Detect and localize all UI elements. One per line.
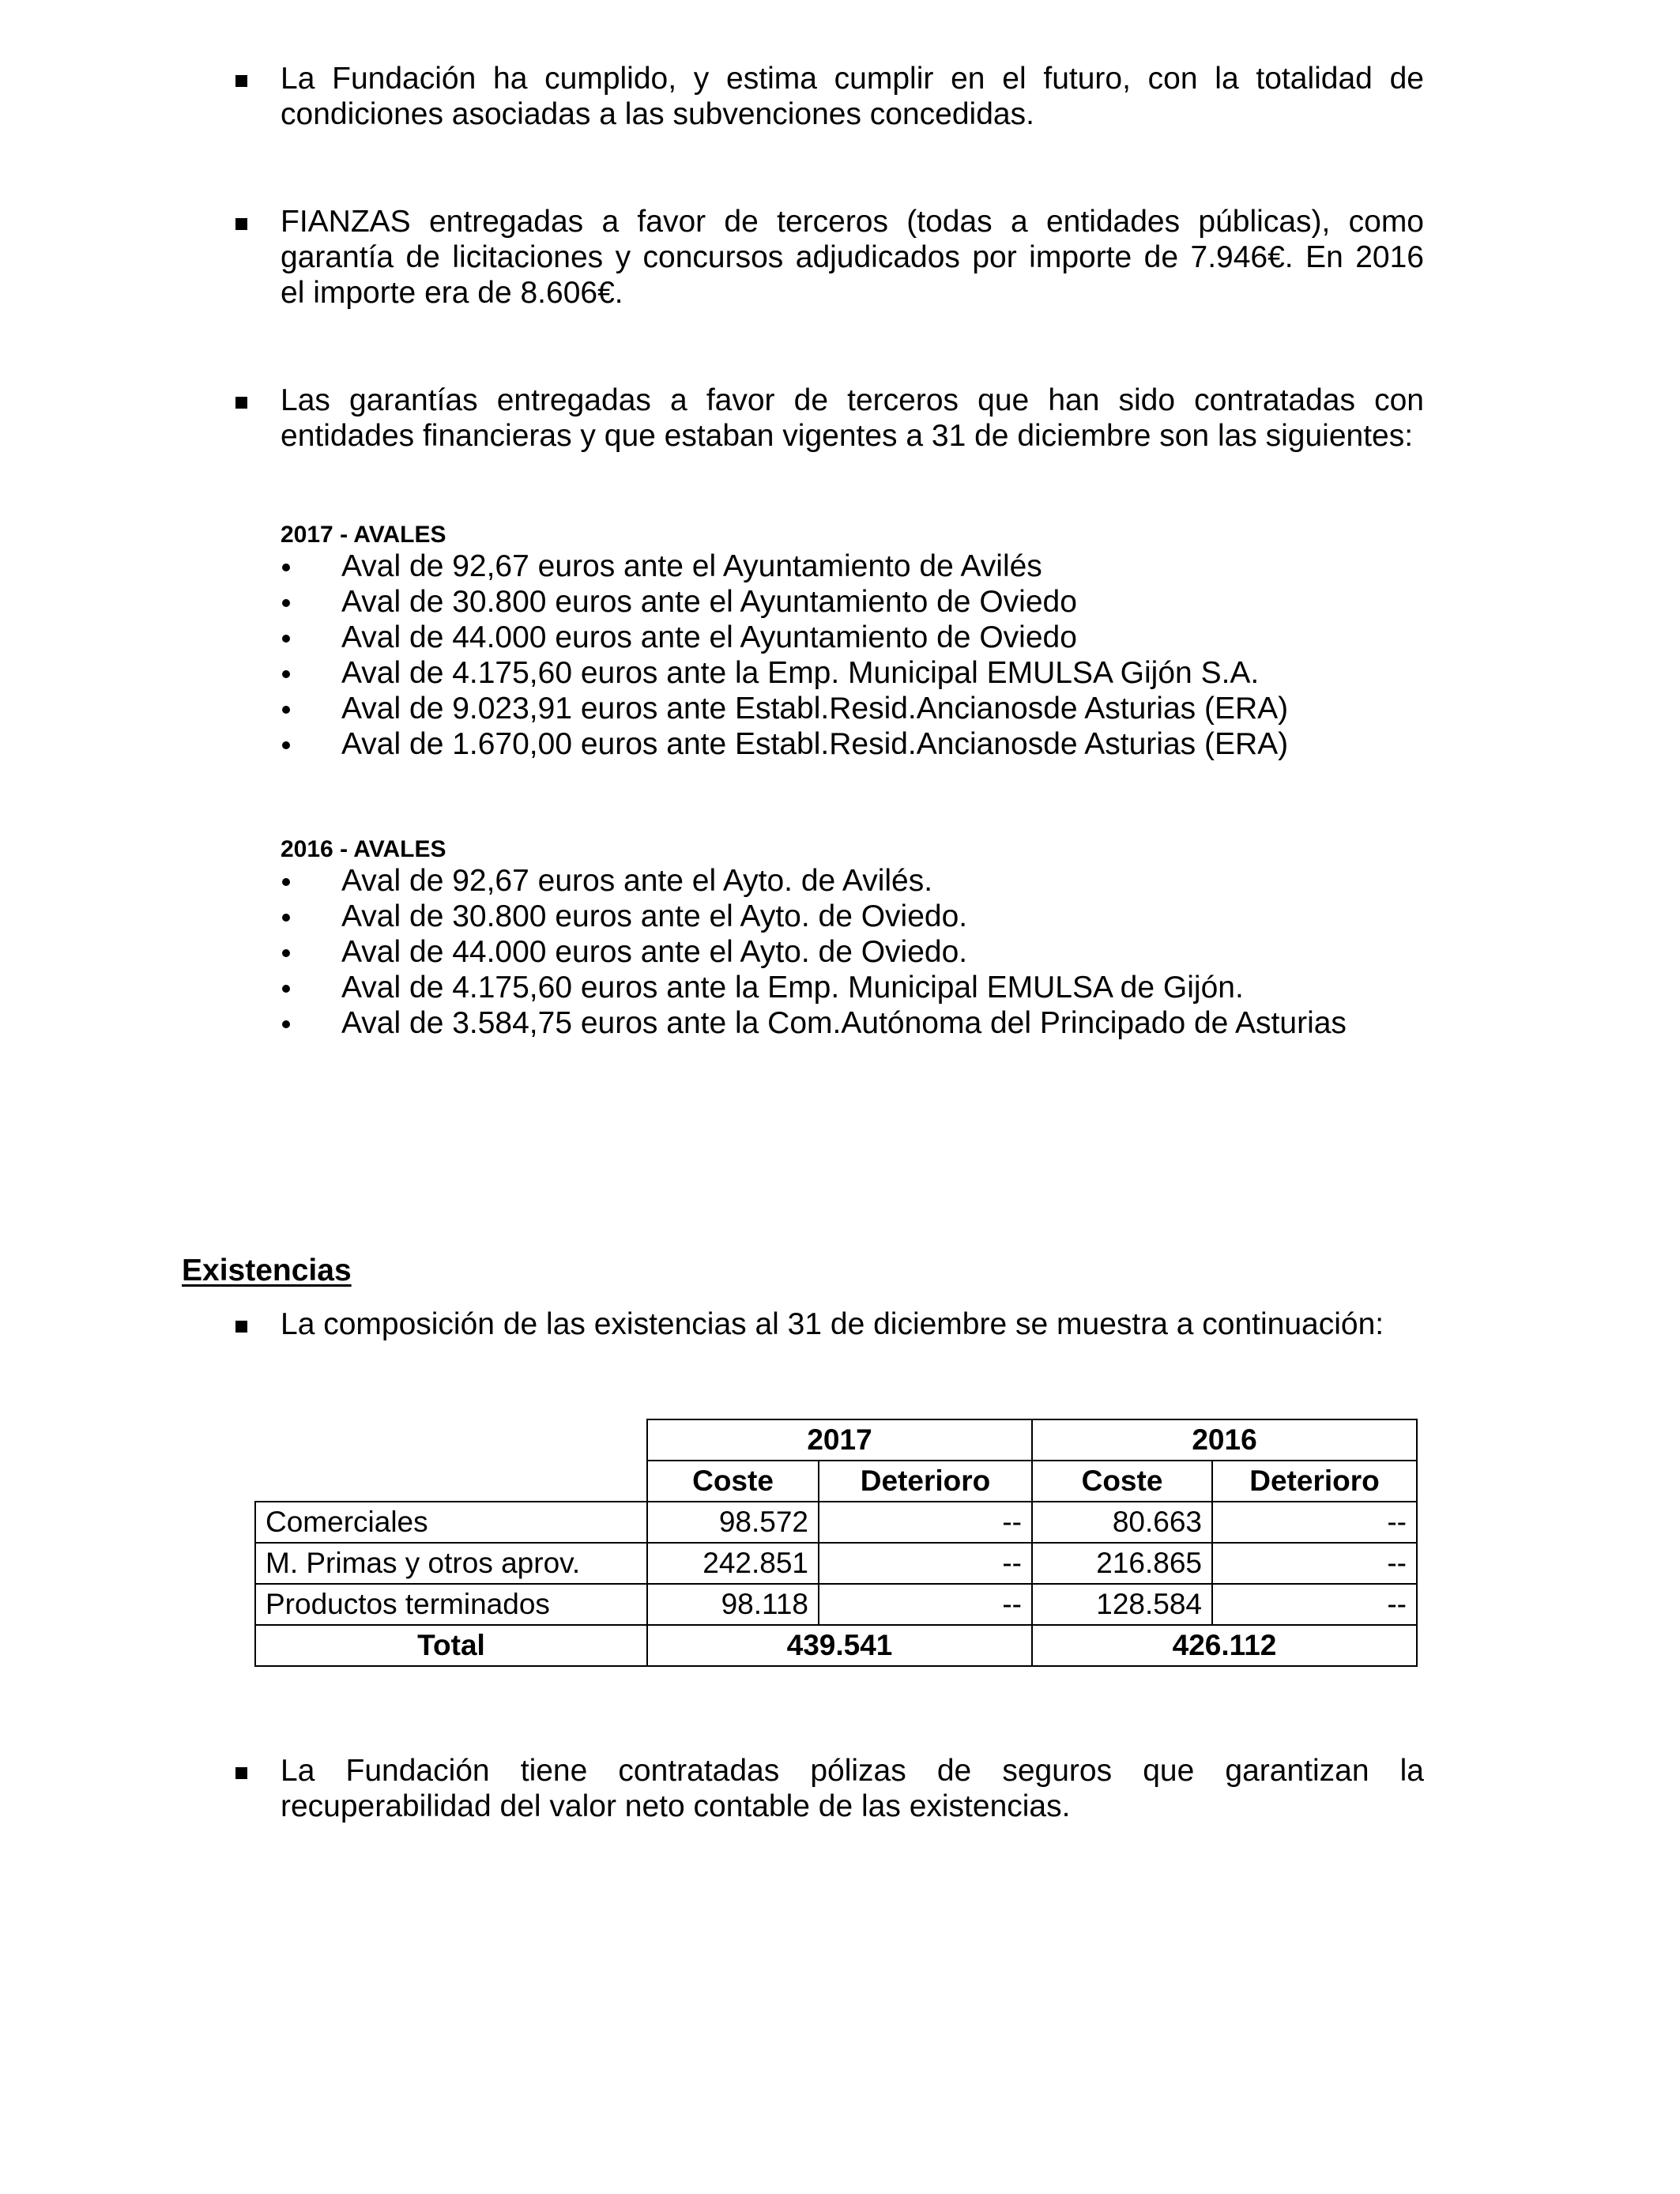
avales-2016-heading: 2016 - AVALES (281, 836, 446, 862)
bullet-square-icon (235, 1767, 247, 1779)
bullet-dot-icon (282, 878, 290, 886)
bullet-square-icon (235, 397, 247, 409)
list-item: Aval de 9.023,91 euros ante Establ.Resid.Ancianosde Asturias (ERA) (281, 691, 1288, 726)
cell-value: 80.663 (1032, 1502, 1212, 1543)
list-item: Aval de 4.175,60 euros ante la Emp. Municipal EMULSA de Gijón. (281, 970, 1347, 1005)
list-item: Aval de 3.584,75 euros ante la Com.Autónoma del Principado de Asturias (281, 1005, 1347, 1041)
text-line: el importe era de 8.606€. (281, 276, 623, 310)
cell-value: -- (819, 1584, 1032, 1625)
bullet-square-icon (235, 218, 247, 230)
bullet-square-icon (235, 1321, 247, 1333)
avales-2016-list (281, 863, 1347, 1041)
table-row (255, 1502, 1417, 1543)
bullet-dot-icon (282, 670, 290, 678)
text-line: La Fundación ha cumplido, y estima cumplir en el futuro, con la totalidad de (281, 62, 1424, 96)
bullet-dot-icon (282, 706, 290, 714)
text-line: La Fundación tiene contratadas pólizas de seguros que garantizan la (281, 1754, 1424, 1788)
table-header-row (255, 1461, 1417, 1502)
paragraph-garantias (281, 383, 1424, 454)
cell-value: 128.584 (1032, 1584, 1212, 1625)
list-item: Aval de 30.800 euros ante el Ayuntamiento de Oviedo (281, 584, 1288, 620)
list-item: Aval de 30.800 euros ante el Ayto. de Oviedo. (281, 899, 1347, 934)
paragraph-polizas (281, 1753, 1424, 1824)
cell-value: 98.118 (647, 1584, 819, 1625)
coste-header: Coste (647, 1461, 819, 1502)
text-line: recuperabilidad del valor neto contable de las existencias. (281, 1789, 1071, 1823)
table-row (255, 1543, 1417, 1584)
cell-value: 216.865 (1032, 1543, 1212, 1584)
bullet-dot-icon (282, 985, 290, 993)
cell-value: -- (819, 1543, 1032, 1584)
bullet-dot-icon (282, 635, 290, 643)
table-total-row (255, 1625, 1417, 1666)
avales-2017-list (281, 548, 1288, 762)
paragraph-subvenciones (281, 61, 1424, 132)
text-line: La composición de las existencias al 31 de diciembre se muestra a continuación: (281, 1307, 1384, 1341)
cell-value: 242.851 (647, 1543, 819, 1584)
text-line: entidades financieras y que estaban vigentes a 31 de diciembre son las siguientes: (281, 419, 1414, 453)
cell-value: -- (819, 1502, 1032, 1543)
text-line: garantía de licitaciones y concursos adjudicados por importe de 7.946€. En 2016 (281, 240, 1424, 274)
text-line: condiciones asociadas a las subvenciones concedidas. (281, 97, 1034, 131)
coste-header: Coste (1032, 1461, 1212, 1502)
list-item: Aval de 92,67 euros ante el Ayto. de Avilés. (281, 863, 1347, 899)
bullet-dot-icon (282, 914, 290, 922)
avales-2017-heading: 2017 - AVALES (281, 522, 446, 548)
row-label: M. Primas y otros aprov. (255, 1543, 647, 1584)
total-label: Total (255, 1625, 647, 1666)
total-2017: 439.541 (647, 1625, 1032, 1666)
list-item: Aval de 44.000 euros ante el Ayuntamiento de Oviedo (281, 620, 1288, 655)
bullet-dot-icon (282, 564, 290, 571)
bullet-square-icon (235, 75, 247, 87)
paragraph-composicion (281, 1306, 1424, 1342)
deterioro-header: Deterioro (819, 1461, 1032, 1502)
paragraph-fianzas (281, 204, 1424, 311)
bullet-dot-icon (282, 949, 290, 957)
row-label: Comerciales (255, 1502, 647, 1543)
text-line: Las garantías entregadas a favor de terceros que han sido contratadas con (281, 383, 1424, 417)
existencias-table (254, 1419, 1418, 1667)
list-item: Aval de 1.670,00 euros ante Establ.Resid.Ancianosde Asturias (ERA) (281, 726, 1288, 762)
bullet-dot-icon (282, 741, 290, 749)
table-blank-cell (255, 1461, 647, 1502)
cell-value: -- (1212, 1584, 1417, 1625)
list-item: Aval de 44.000 euros ante el Ayto. de Oviedo. (281, 934, 1347, 970)
list-item: Aval de 92,67 euros ante el Ayuntamiento de Avilés (281, 548, 1288, 584)
section-title-existencias: Existencias (182, 1253, 352, 1287)
total-2016: 426.112 (1032, 1625, 1417, 1666)
list-item: Aval de 4.175,60 euros ante la Emp. Municipal EMULSA Gijón S.A. (281, 655, 1288, 691)
text-line: FIANZAS entregadas a favor de terceros (todas a entidades públicas), como (281, 205, 1424, 239)
bullet-dot-icon (282, 599, 290, 607)
cell-value: -- (1212, 1502, 1417, 1543)
cell-value: -- (1212, 1543, 1417, 1584)
year-2017-header: 2017 (647, 1419, 1032, 1461)
bullet-dot-icon (282, 1020, 290, 1028)
table-blank-cell (255, 1419, 647, 1461)
table-header-row (255, 1419, 1417, 1461)
table-row (255, 1584, 1417, 1625)
year-2016-header: 2016 (1032, 1419, 1417, 1461)
deterioro-header: Deterioro (1212, 1461, 1417, 1502)
cell-value: 98.572 (647, 1502, 819, 1543)
row-label: Productos terminados (255, 1584, 647, 1625)
